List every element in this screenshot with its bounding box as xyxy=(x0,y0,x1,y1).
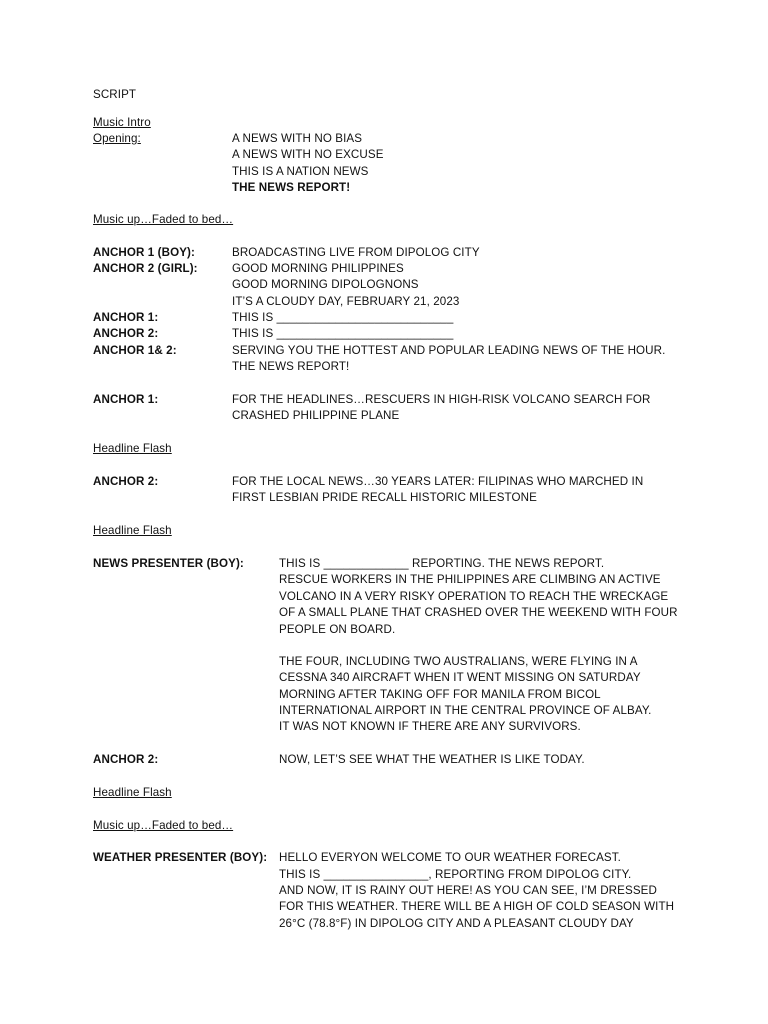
dialogue-line: THIS IS ________________, REPORTING FROM DIPOLOG CITY. xyxy=(279,868,632,881)
opening-line: A NEWS WITH NO EXCUSE xyxy=(232,148,384,161)
dialogue-line: THIS IS ___________________________ xyxy=(232,311,454,324)
cue-music-up: Music up…Faded to bed… xyxy=(93,819,234,832)
dialogue-line: FOR THE HEADLINES…RESCUERS IN HIGH-RISK VOLCANO SEARCH FOR xyxy=(232,393,651,406)
speaker-label: ANCHOR 2: xyxy=(93,327,159,340)
dialogue-line: FIRST LESBIAN PRIDE RECALL HISTORIC MILESTONE xyxy=(232,491,537,504)
cue-music-intro: Music Intro xyxy=(93,116,151,129)
dialogue-line: THIS IS _____________ REPORTING. THE NEWS REPORT. xyxy=(279,557,605,570)
speaker-label: ANCHOR 1& 2: xyxy=(93,344,177,357)
dialogue-line: AND NOW, IT IS RAINY OUT HERE! AS YOU CAN SEE, I’M DRESSED xyxy=(279,884,657,897)
opening-line: THIS IS A NATION NEWS xyxy=(232,165,369,178)
dialogue-line: BROADCASTING LIVE FROM DIPOLOG CITY xyxy=(232,246,480,259)
dialogue-line: CESSNA 340 AIRCRAFT WHEN IT WENT MISSING ON SATURDAY xyxy=(279,671,641,684)
dialogue-line: GOOD MORNING PHILIPPINES xyxy=(232,262,404,275)
opening-line: A NEWS WITH NO BIAS xyxy=(232,132,363,145)
dialogue-line: VOLCANO IN A VERY RISKY OPERATION TO REACH THE WRECKAGE xyxy=(279,590,669,603)
speaker-label: ANCHOR 2 (GIRL): xyxy=(93,262,198,275)
cue-music-up: Music up…Faded to bed… xyxy=(93,213,234,226)
opening-label: Opening: xyxy=(93,132,141,145)
dialogue-line: IT WAS NOT KNOWN IF THERE ARE ANY SURVIVORS. xyxy=(279,720,581,733)
dialogue-line: MORNING AFTER TAKING OFF FOR MANILA FROM BICOL xyxy=(279,688,601,701)
speaker-label: ANCHOR 2: xyxy=(93,753,159,766)
dialogue-line: NOW, LET’S SEE WHAT THE WEATHER IS LIKE TODAY. xyxy=(279,753,585,766)
dialogue-line: PEOPLE ON BOARD. xyxy=(279,623,396,636)
document-title: SCRIPT xyxy=(93,88,137,101)
speaker-label: ANCHOR 1: xyxy=(93,311,159,324)
speaker-label: WEATHER PRESENTER (BOY): xyxy=(93,851,268,864)
dialogue-line: OF A SMALL PLANE THAT CRASHED OVER THE WEEKEND WITH FOUR xyxy=(279,606,678,619)
speaker-label: NEWS PRESENTER (BOY): xyxy=(93,557,244,570)
speaker-label: ANCHOR 1 (BOY): xyxy=(93,246,195,259)
dialogue-line: IT’S A CLOUDY DAY, FEBRUARY 21, 2023 xyxy=(232,295,460,308)
dialogue-line: SERVING YOU THE HOTTEST AND POPULAR LEADING NEWS OF THE HOUR. xyxy=(232,344,666,357)
dialogue-line: 26°C (78.8°F) IN DIPOLOG CITY AND A PLEASANT CLOUDY DAY xyxy=(279,917,634,930)
cue-headline-flash: Headline Flash xyxy=(93,442,172,455)
speaker-label: ANCHOR 2: xyxy=(93,475,159,488)
speaker-label: ANCHOR 1: xyxy=(93,393,159,406)
cue-headline-flash: Headline Flash xyxy=(93,524,172,537)
dialogue-line: RESCUE WORKERS IN THE PHILIPPINES ARE CLIMBING AN ACTIVE xyxy=(279,573,661,586)
dialogue-line: HELLO EVERYON WELCOME TO OUR WEATHER FORECAST. xyxy=(279,851,621,864)
dialogue-line: CRASHED PHILIPPINE PLANE xyxy=(232,409,400,422)
dialogue-line: THE NEWS REPORT! xyxy=(232,360,350,373)
dialogue-line: FOR THIS WEATHER. THERE WILL BE A HIGH OF COLD SEASON WITH xyxy=(279,900,675,913)
dialogue-line: FOR THE LOCAL NEWS…30 YEARS LATER: FILIPINAS WHO MARCHED IN xyxy=(232,475,644,488)
dialogue-line: THE FOUR, INCLUDING TWO AUSTRALIANS, WERE FLYING IN A xyxy=(279,655,638,668)
dialogue-line: THIS IS ___________________________ xyxy=(232,327,454,340)
opening-line: THE NEWS REPORT! xyxy=(232,181,351,194)
dialogue-line: INTERNATIONAL AIRPORT IN THE CENTRAL PROVINCE OF ALBAY. xyxy=(279,704,652,717)
cue-headline-flash: Headline Flash xyxy=(93,786,172,799)
dialogue-line: GOOD MORNING DIPOLOGNONS xyxy=(232,278,419,291)
